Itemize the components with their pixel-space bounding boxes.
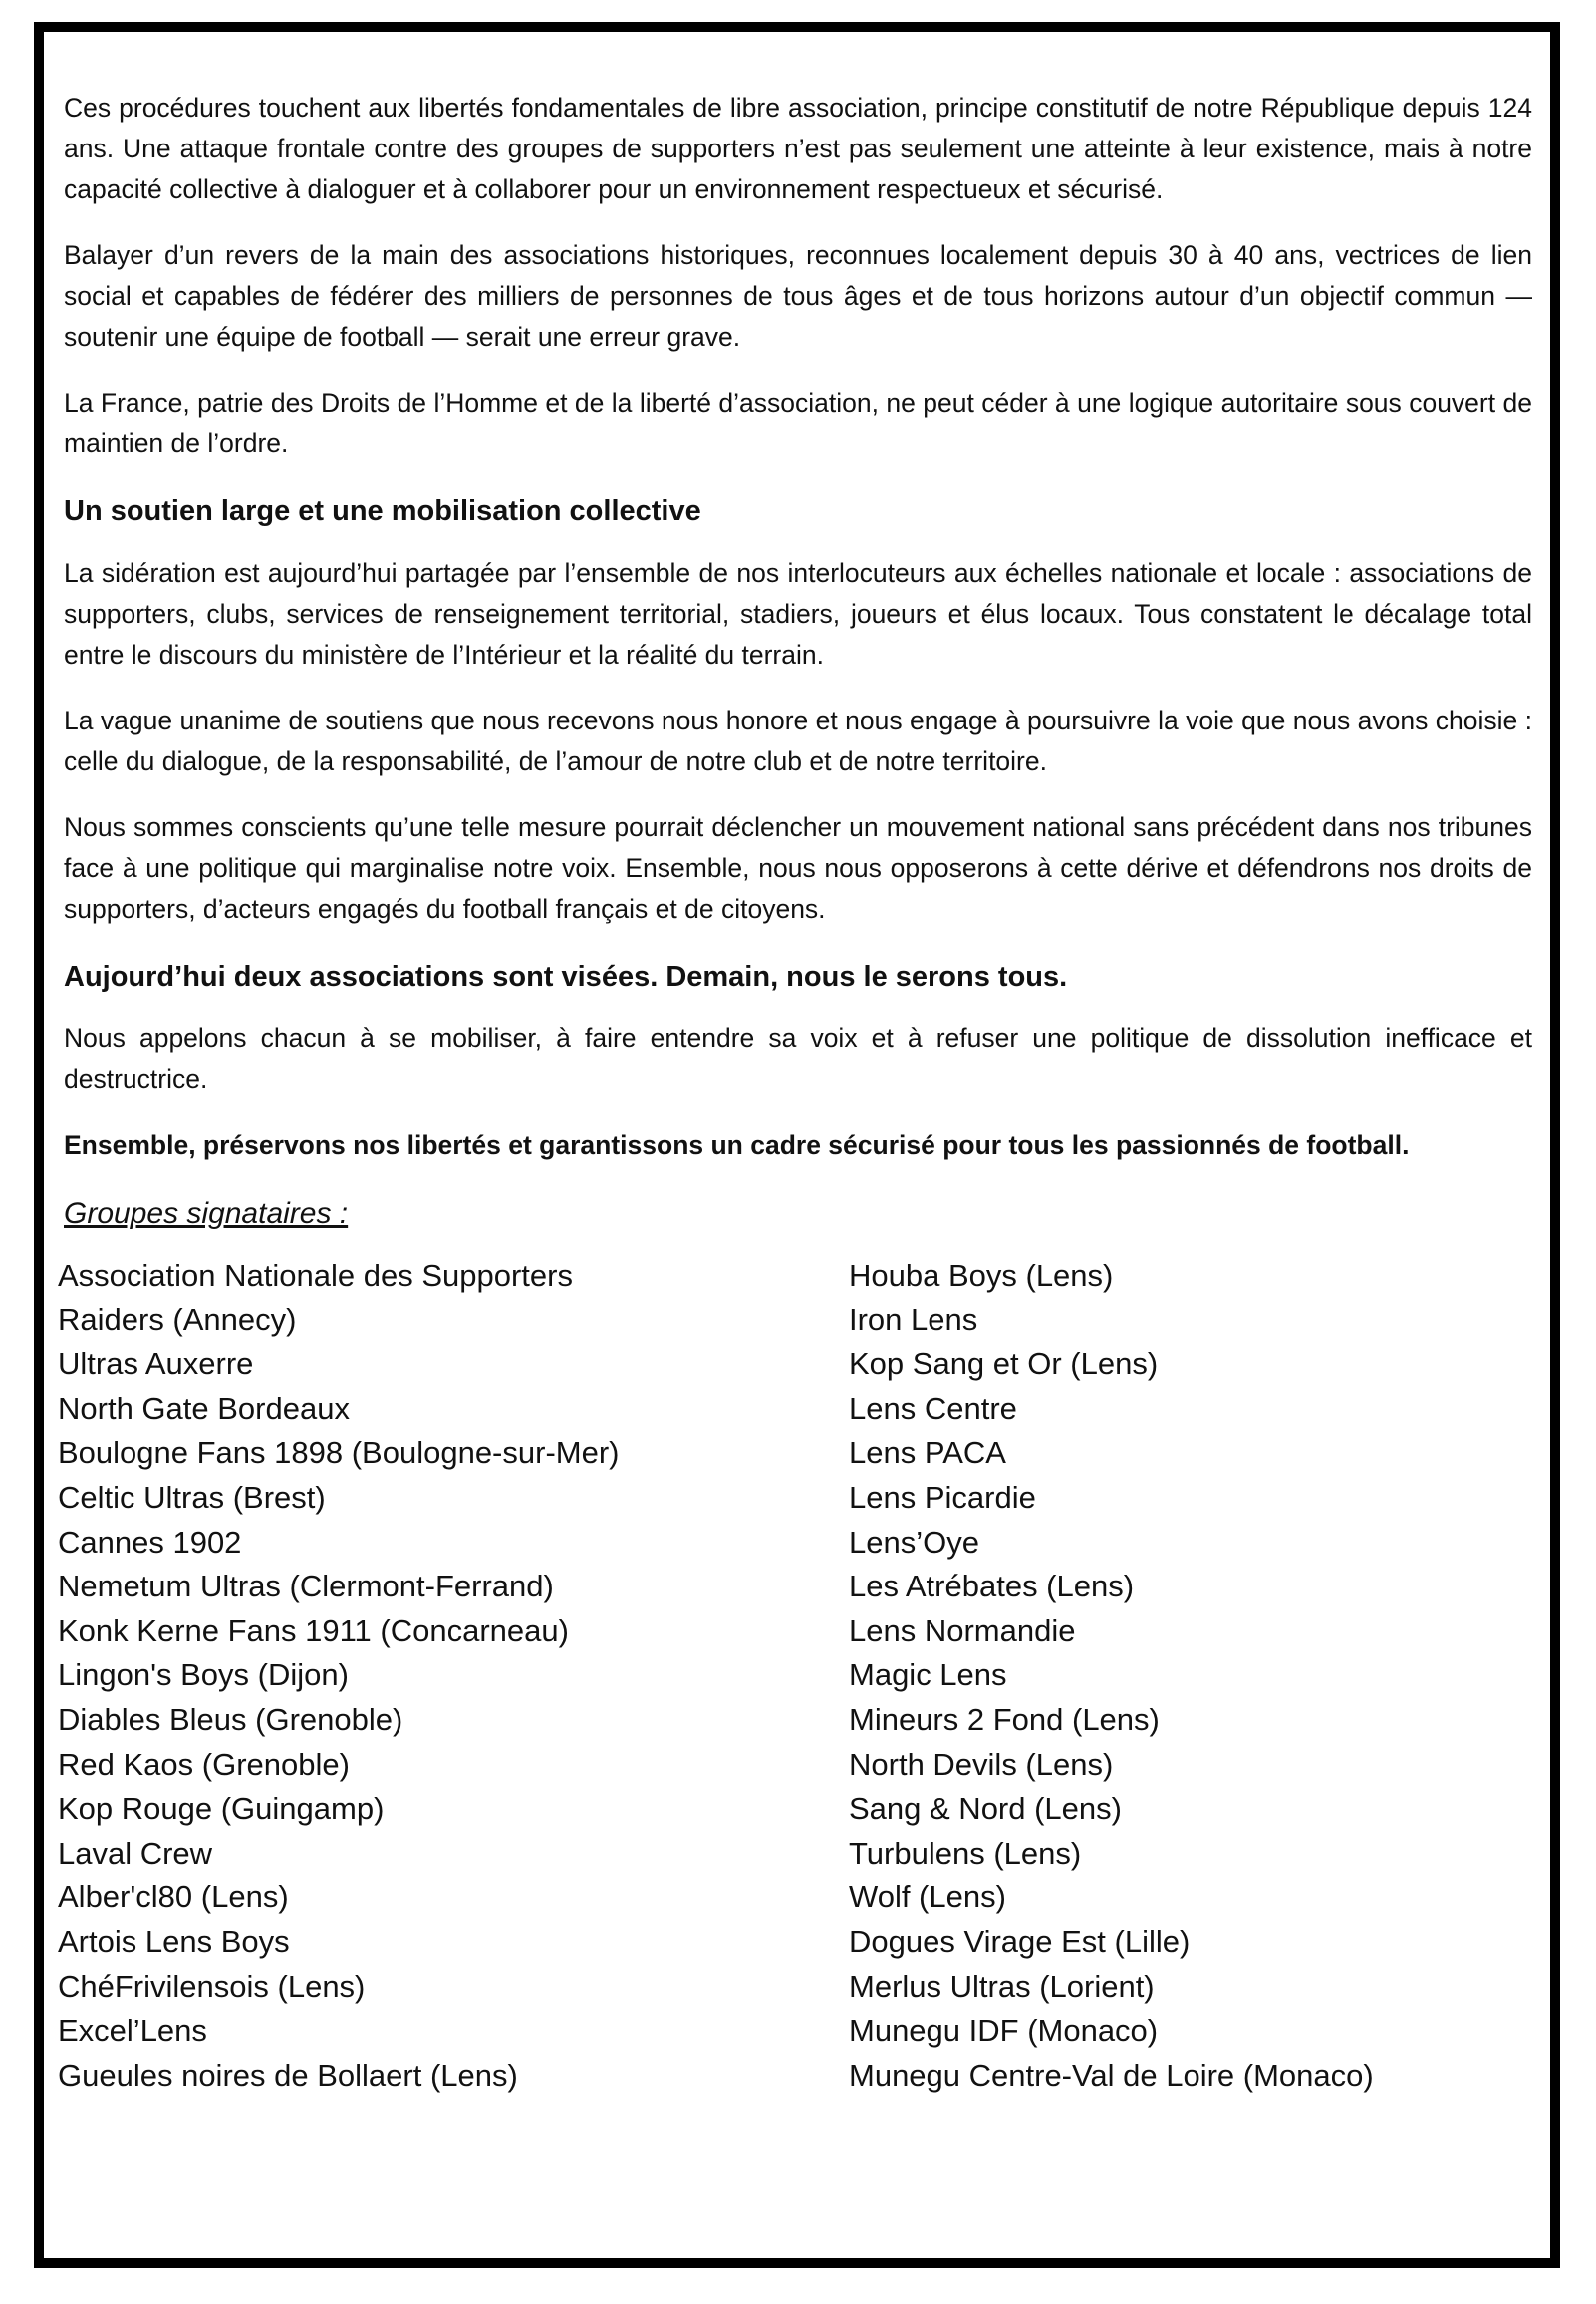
signatory-item: Konk Kerne Fans 1911 (Concarneau) — [58, 1612, 569, 1648]
signatory-item: Munegu IDF (Monaco) — [849, 2013, 1159, 2049]
signatory-item: North Devils (Lens) — [849, 1746, 1114, 1782]
section-heading: Un soutien large et une mobilisation collective — [64, 495, 701, 527]
signatory-item: Dogues Virage Est (Lille) — [849, 1923, 1191, 1959]
signatory-item: ChéFrivilensois (Lens) — [58, 1968, 366, 2004]
signatory-item: Celtic Ultras (Brest) — [58, 1479, 326, 1515]
document-body — [58, 88, 1532, 2098]
closing-statement: Ensemble, préservons nos libertés et garantissons un cadre sécurisé pour tous les passionnés de football. — [64, 1130, 1410, 1160]
signatory-item: Cannes 1902 — [58, 1524, 242, 1560]
paragraph-droits-homme: La France, patrie des Droits de l’Homme et de la liberté d’association, ne peut céder à une logique autoritaire sous couvert de maintien de l’ordre. — [64, 388, 1532, 458]
paragraph-associations-historiques: Balayer d’un revers de la main des associations historiques, reconnues localement depuis 30 à 40 ans, vectrices de lien social et capables de fédérer des milliers de personnes de tous âges et de tous horizons autour d’un objectif commun — soutenir une équipe de football — serait une erreur grave. — [64, 240, 1532, 352]
signatory-item: Laval Crew — [58, 1835, 213, 1871]
signatory-item: Lingon's Boys (Dijon) — [58, 1657, 349, 1693]
signatory-item: Excel’Lens — [58, 2013, 207, 2049]
call-to-action: Nous appelons chacun à se mobiliser, à faire entendre sa voix et à refuser une politique de dissolution inefficace et destructrice. — [64, 1023, 1532, 1094]
signatory-item: Association Nationale des Supporters — [58, 1258, 573, 1293]
signatory-item: Houba Boys (Lens) — [849, 1258, 1114, 1293]
signatory-item: Magic Lens — [849, 1657, 1007, 1693]
slogan: Aujourd’hui deux associations sont visées. Demain, nous le serons tous. — [64, 961, 1068, 993]
signatory-item: Lens Centre — [849, 1390, 1017, 1426]
signatory-item: Lens Picardie — [849, 1479, 1036, 1515]
signatory-item: Wolf (Lens) — [849, 1879, 1006, 1915]
signatories-left-column — [58, 1254, 849, 2098]
signatory-item: Nemetum Ultras (Clermont-Ferrand) — [58, 1569, 554, 1604]
paragraph-libertes: Ces procédures touchent aux libertés fondamentales de libre association, principe constitutif de notre République depuis 124 ans. Une attaque frontale contre des groupes de supporters n’est pas seulement une atteinte à leur existence, mais à notre capacité collective à dialoguer et à collaborer pour un environnement respectueux et sécurisé. — [64, 93, 1532, 204]
signatory-item: Kop Sang et Or (Lens) — [849, 1346, 1159, 1382]
signatory-item: Lens’Oye — [849, 1524, 979, 1560]
signatory-item: Mineurs 2 Fond (Lens) — [849, 1701, 1160, 1737]
paragraph-sideration: La sidération est aujourd’hui partagée par l’ensemble de nos interlocuteurs aux échelles nationale et locale : associations de supporters, clubs, services de renseignement territorial, stadiers, joueurs et élus locaux. Tous constatent le décalage total entre le discours du ministère de l’Intérieur et la réalité du terrain. — [64, 558, 1532, 670]
signatory-item: Munegu Centre-Val de Loire (Monaco) — [849, 2057, 1374, 2093]
signatory-item: Turbulens (Lens) — [849, 1835, 1082, 1871]
paragraph-soutiens: La vague unanime de soutiens que nous recevons nous honore et nous engage à poursuivre la voie que nous avons choisie : celle du dialogue, de la responsabilité, de l’amour de notre club et de notre territoire. — [64, 706, 1532, 776]
signatory-item: Les Atrébates (Lens) — [849, 1569, 1135, 1604]
signatory-item: Raiders (Annecy) — [58, 1301, 297, 1337]
signatory-item: Kop Rouge (Guingamp) — [58, 1791, 385, 1827]
signatory-item: Artois Lens Boys — [58, 1923, 290, 1959]
signatory-item: Alber'cl80 (Lens) — [58, 1879, 289, 1915]
signatory-item: Iron Lens — [849, 1301, 978, 1337]
signatory-item: Sang & Nord (Lens) — [849, 1791, 1122, 1827]
signatory-item: Merlus Ultras (Lorient) — [849, 1968, 1155, 2004]
signatory-item: Lens PACA — [849, 1435, 1006, 1471]
signatories-title: Groupes signataires : — [64, 1197, 349, 1230]
signatory-item: Lens Normandie — [849, 1612, 1076, 1648]
signatories-list — [58, 1254, 1532, 2098]
signatories-right-column — [849, 1254, 1532, 2098]
paragraph-mouvement-national: Nous sommes conscients qu’une telle mesure pourrait déclencher un mouvement national sans précédent dans nos tribunes face à une politique qui marginalise notre voix. Ensemble, nous nous opposerons à cette dérive et défendrons nos droits de supporters, d’acteurs engagés du football français et de citoyens. — [64, 812, 1532, 924]
signatory-item: Gueules noires de Bollaert (Lens) — [58, 2057, 518, 2093]
signatory-item: Red Kaos (Grenoble) — [58, 1746, 350, 1782]
signatory-item: Ultras Auxerre — [58, 1346, 254, 1382]
signatory-item: Boulogne Fans 1898 (Boulogne-sur-Mer) — [58, 1435, 620, 1471]
signatory-item: Diables Bleus (Grenoble) — [58, 1701, 403, 1737]
signatory-item: North Gate Bordeaux — [58, 1390, 350, 1426]
